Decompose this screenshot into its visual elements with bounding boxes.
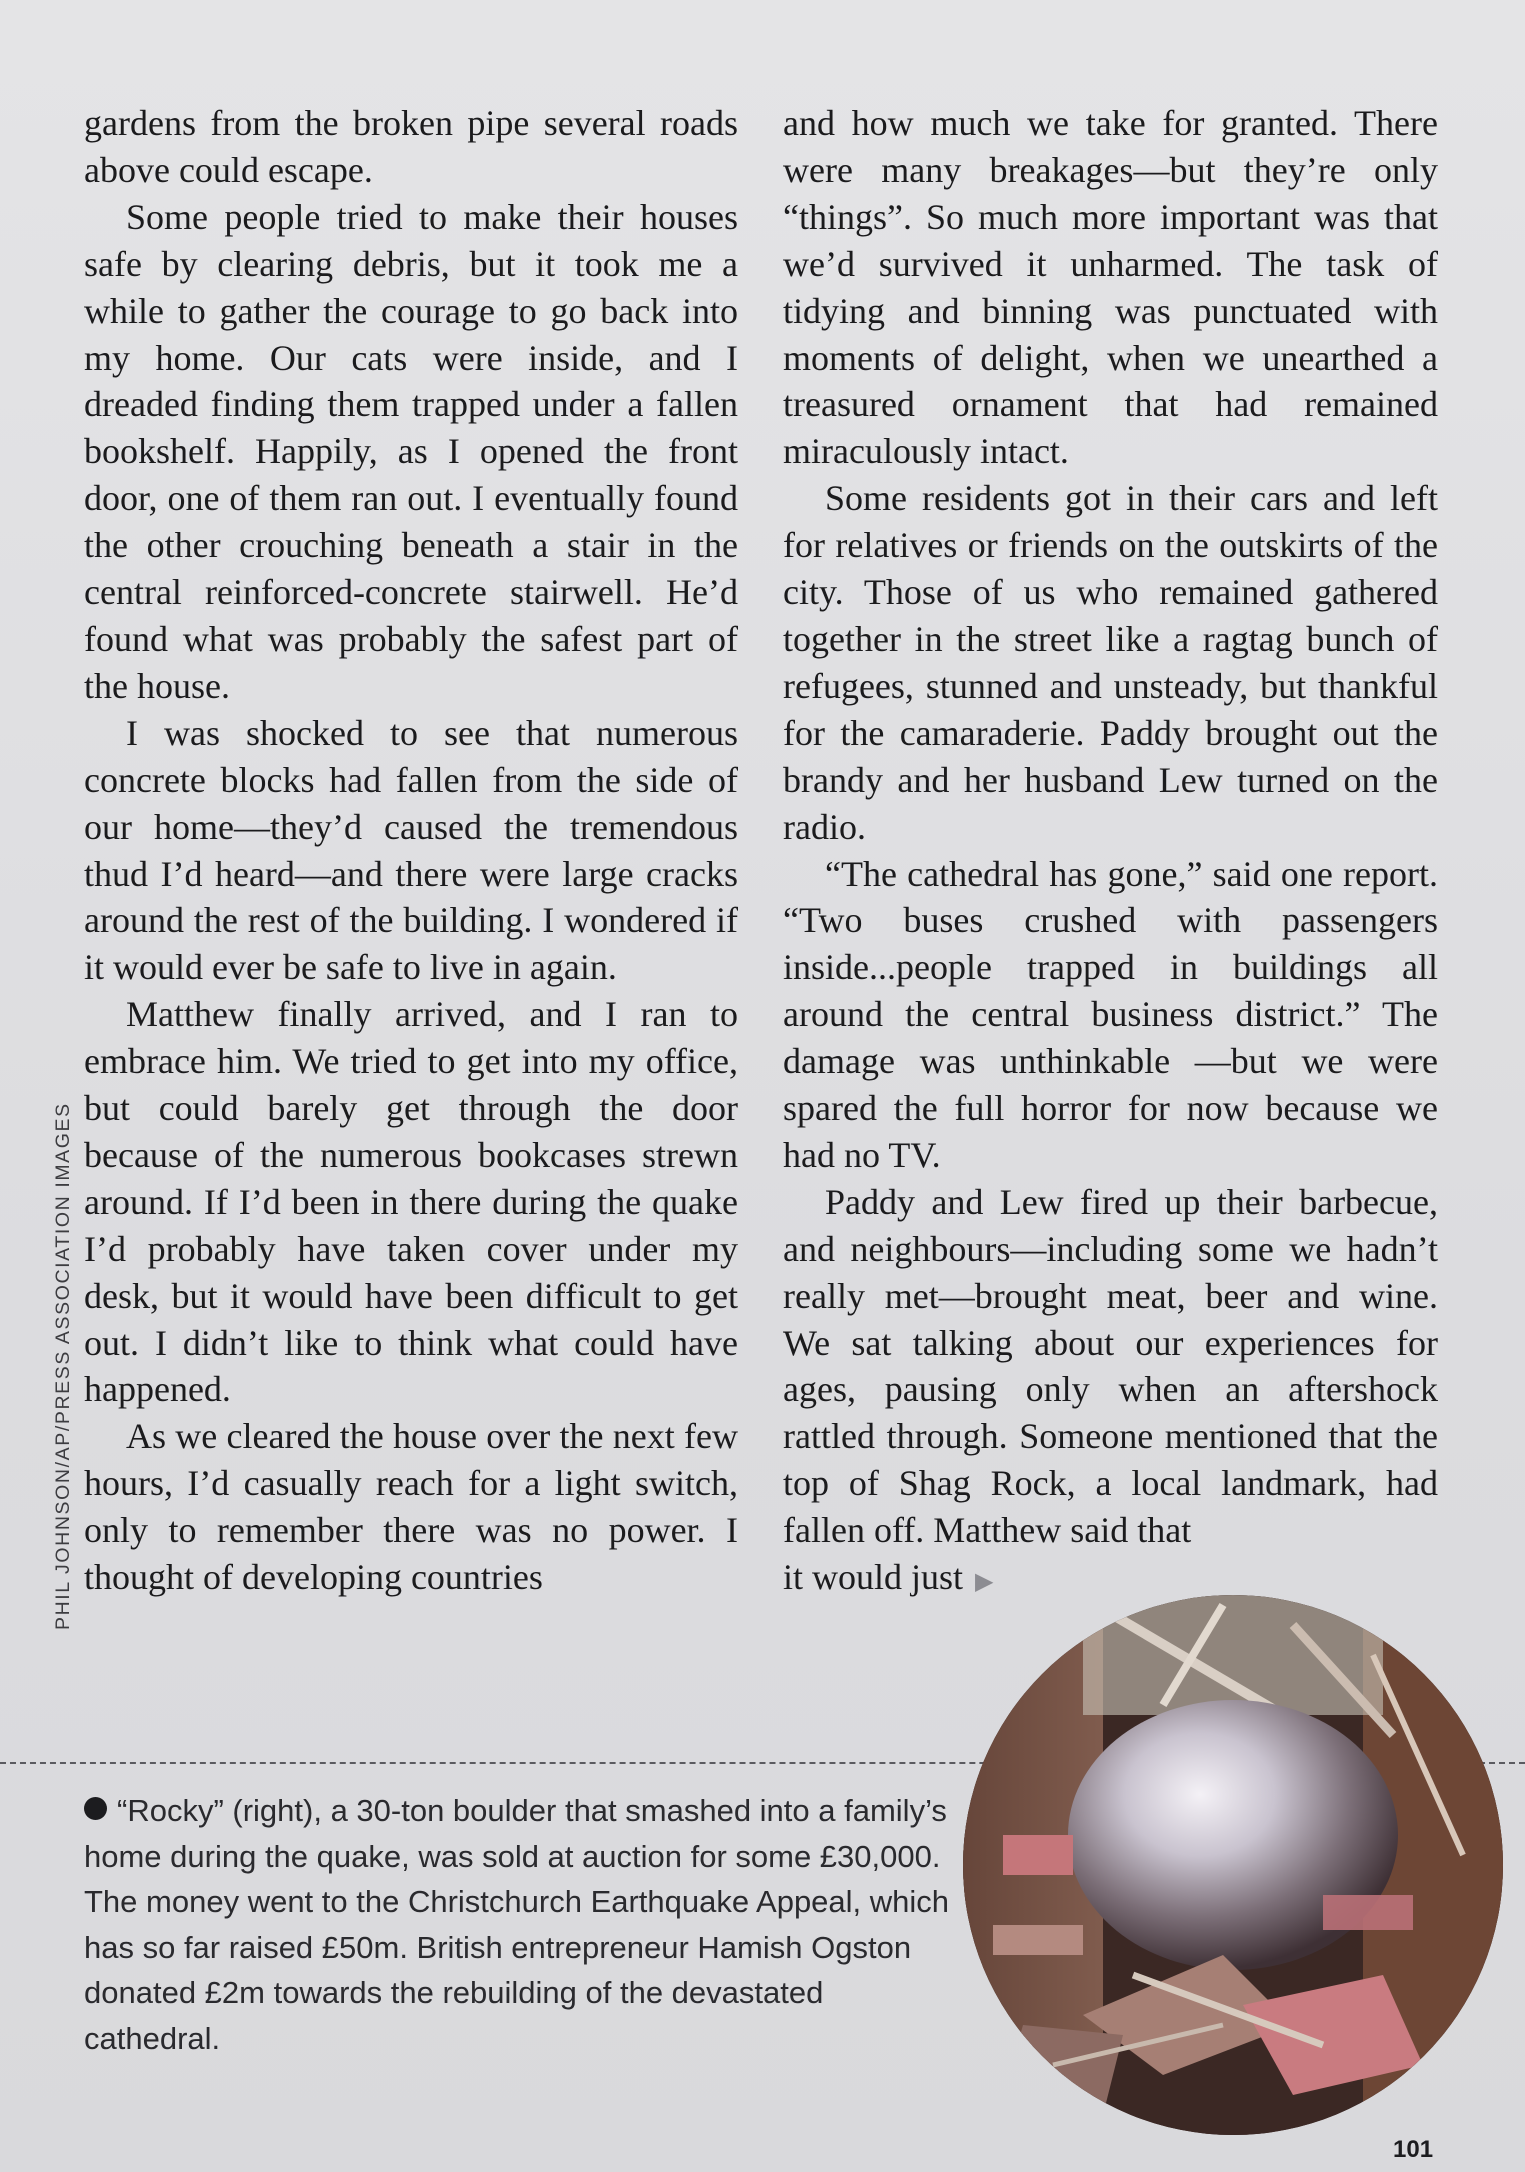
paragraph: Matthew finally arrived, and I ran to embrace him. We tried to get into my office, but could barely get through the door because of the numerous bookcases strewn around. If I’d been in there during the quake I’d probably have taken cover under my desk, but it would have been difficult to get out. I didn’t like to think what could have happened.	[84, 994, 738, 1410]
paragraph-end: it would just	[783, 1557, 964, 1598]
photo-caption	[84, 1788, 964, 2061]
boulder-in-house-photo	[963, 1595, 1503, 2135]
paragraph: gardens from the broken pipe several roads above could escape.	[84, 103, 738, 190]
paragraph: Some people tried to make their houses safe by clearing debris, but it took me a while to gather the courage to go back into my home. Our cats were inside, and I dreaded finding them trapped under a fallen bookshelf. Happily, as I opened the front door, one of them ran out. I eventually found the other crouching beneath a stair in the central reinforced-concrete stairwell. He’d found what was probably the safest part of the house.	[84, 196, 738, 706]
photo-credit: PHIL JOHNSON/AP/PRESS ASSOCIATION IMAGES	[52, 1102, 74, 1630]
caption-text: “Rocky” (right), a 30-ton boulder that smashed into a family’s home during the quake, was sold at auction for some £30,000. The money went to the Christchurch Earthquake Appeal, which has so far raised £50m. British entrepreneur Hamish Ogston donated £2m towards the rebuilding of the devastated cathedral.	[84, 1793, 950, 2056]
page-number: 101	[1393, 2136, 1434, 2163]
paragraph: As we cleared the house over the next few hours, I’d casually reach for a light switch, only to remember there was no power. I thought of developing countries	[84, 1416, 738, 1598]
article-column-right	[783, 100, 1438, 1606]
article-column-left	[84, 100, 738, 1601]
bullet-icon	[84, 1797, 107, 1820]
paragraph: I was shocked to see that numerous concrete blocks had fallen from the side of our home—they’d caused the tremendous thud I’d heard—and there were large cracks around the rest of the building. I wondered if it would ever be safe to live in again.	[84, 712, 738, 988]
paragraph: Paddy and Lew fired up their barbecue, and neighbours—including some we hadn’t really met—brought meat, beer and wine. We sat talking about our experiences for ages, pausing only when an aftershock rattled through. Someone mentioned that the top of Shag Rock, a local landmark, had fallen off. Matthew said that	[783, 1181, 1438, 1551]
continue-arrow-icon: ▶	[975, 1569, 994, 1596]
paragraph: “The cathedral has gone,” said one report. “Two buses crushed with passengers inside...people trapped in buildings all around the central business district.” The damage was unthinkable —but we were spared the full horror for now because we had no TV.	[783, 853, 1438, 1175]
photo-illustration	[963, 1595, 1503, 2135]
paragraph-continued	[783, 1554, 1438, 1606]
paragraph: Some residents got in their cars and left for relatives or friends on the outskirts of the city. Those of us who remained gathered together in the street like a ragtag bunch of refugees, stunned and unsteady, but thankful for the camaraderie. Paddy brought out the brandy and her husband Lew turned on the radio.	[783, 478, 1438, 847]
paragraph: and how much we take for granted. There were many breakages—but they’re only “things”. So much more important was that we’d survived it unharmed. The task of tidying and binning was punctuated with moments of delight, when we unearthed a treasured ornament that had remained miraculously intact.	[783, 103, 1438, 472]
